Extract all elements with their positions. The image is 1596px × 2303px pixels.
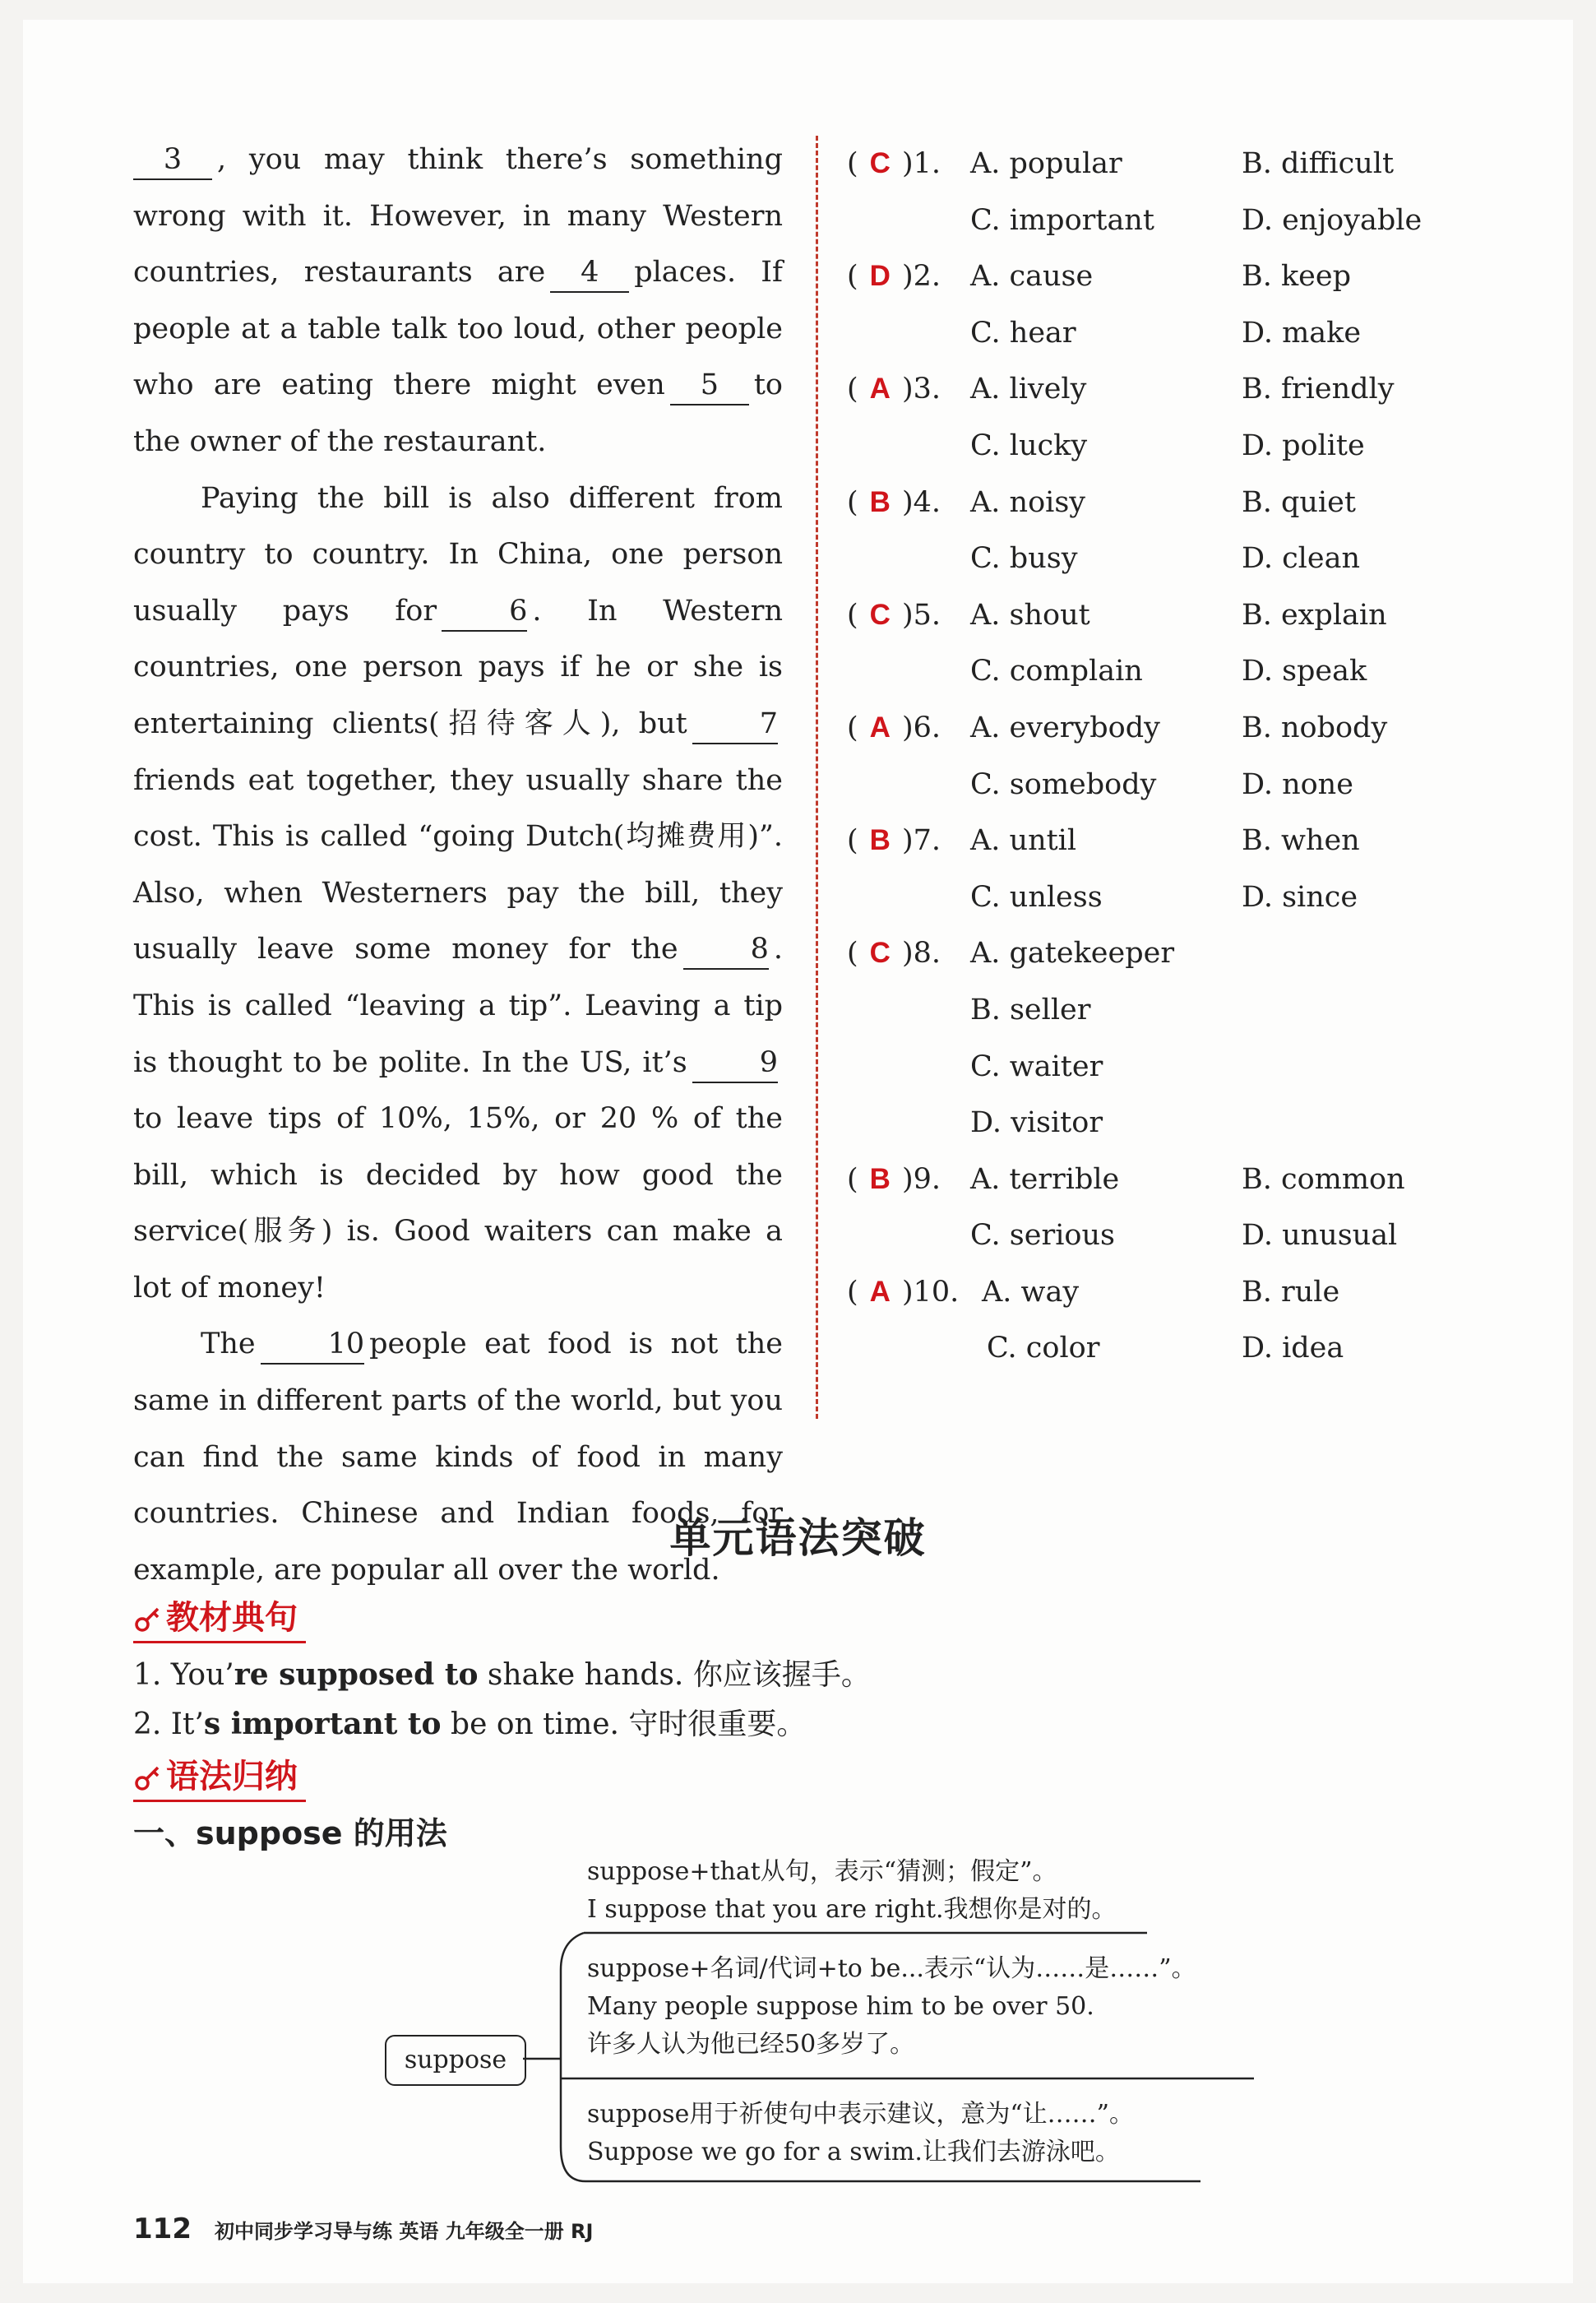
book-title: 初中同步学习导与练 英语 九年级全一册 RJ bbox=[214, 2220, 594, 2243]
option-a: A. noisy bbox=[970, 485, 1086, 519]
blank-5: 5 bbox=[670, 366, 749, 405]
option-c: C. lucky bbox=[970, 429, 1088, 462]
answer-letter: C bbox=[869, 147, 891, 179]
option-d: D. visitor bbox=[970, 1106, 1103, 1140]
branch-2: suppose+名词/代词+to be...表示“认为……是……”。 Many people suppose him to be over 50. 许多人认为他已经50多岁了。 bbox=[587, 1954, 1196, 2059]
option-a: A. popular bbox=[970, 147, 1122, 180]
answer-letter: B bbox=[869, 824, 891, 857]
question-number: 6. bbox=[913, 711, 941, 744]
question-number: 4. bbox=[913, 485, 941, 519]
paragraph-1: 3 , you may think there’s something wrong with it. However, in many Western countries, restaurants are 4 places. If people at a table talk too loud, other people who are eating there might even 5 to the owner of the restaurant. bbox=[133, 132, 783, 470]
answer-bracket: ( A )10. bbox=[847, 1275, 960, 1309]
example-sentence-2: 2. It’s important to be on time. 守时很重要。 bbox=[133, 1707, 807, 1741]
option-d: D. polite bbox=[1242, 429, 1365, 462]
option-c: C. waiter bbox=[970, 1050, 1103, 1083]
option-b: B. rule bbox=[1242, 1275, 1340, 1309]
option-c: C. important bbox=[970, 203, 1154, 237]
option-b: B. friendly bbox=[1242, 373, 1395, 406]
option-a: A. way bbox=[982, 1275, 1080, 1309]
answer-letter: A bbox=[869, 711, 891, 744]
question-number: 1. bbox=[913, 147, 941, 180]
question-number: 2. bbox=[913, 260, 941, 294]
option-b: B. explain bbox=[1242, 598, 1387, 632]
question-number: 7. bbox=[913, 824, 941, 858]
question-number: 8. bbox=[913, 937, 941, 971]
option-c: C. hear bbox=[970, 316, 1076, 350]
answer-letter: C bbox=[869, 598, 891, 631]
option-d: D. idea bbox=[1242, 1332, 1344, 1365]
question-number: 3. bbox=[913, 373, 941, 406]
blank-8: 8 bbox=[683, 930, 769, 970]
question-number: 9. bbox=[913, 1162, 941, 1196]
answer-bracket: ( A )3. bbox=[847, 373, 941, 406]
option-a: A. everybody bbox=[970, 711, 1160, 744]
example-sentence-1: 1. You’re supposed to shake hands. 你应该握手。 bbox=[133, 1657, 871, 1692]
option-d: D. enjoyable bbox=[1242, 203, 1423, 237]
blank-9: 9 bbox=[692, 1044, 778, 1083]
option-d: D. speak bbox=[1242, 655, 1367, 688]
answer-bracket: ( B )4. bbox=[847, 485, 941, 519]
option-b: B. when bbox=[1242, 824, 1360, 858]
answer-bracket: ( A )6. bbox=[847, 711, 941, 744]
paragraph-2: Paying the bill is also different from country to country. In China, one person usually pays for 6 . In Western countries, one person pays if he or she is entertaining clients(招待客人), but 7friends eat together, they usually share the cost. This is called “going Dutch(均摊费用)”. Also, when Westerners pay the bill, they usually leave some money for the 8 . This is called “leaving a tip”. Leaving a tip is thought to be polite. In the US, it’s 9to leave tips of 10%, 15%, or 20 % of the bill, which is decided by how good the service(服务) is. Good waiters can make a lot of money! bbox=[133, 481, 783, 1304]
section-title: 单元语法突破 bbox=[669, 1514, 927, 1562]
option-d: D. since bbox=[1242, 880, 1358, 914]
option-b: B. quiet bbox=[1242, 485, 1356, 519]
blank-3: 3 bbox=[133, 141, 212, 180]
option-a: A. shout bbox=[970, 598, 1090, 632]
option-a: A. terrible bbox=[970, 1162, 1120, 1196]
option-c: C. busy bbox=[970, 542, 1078, 576]
branch-1: suppose+that从句，表示“猜测；假定”。 I suppose that you are right.我想你是对的。 bbox=[587, 1857, 1117, 1924]
answer-letter: C bbox=[869, 937, 891, 970]
option-d: D. make bbox=[1242, 316, 1362, 350]
paragraph-3: The 10 people eat food is not the same in different parts of the world, but you can find the same kinds of food in many countries. Chinese and Indian foods, for example, are popular all over the world. bbox=[133, 1316, 783, 1598]
answer-letter: D bbox=[869, 260, 891, 293]
option-c: C. color bbox=[987, 1332, 1100, 1365]
option-b: B. seller bbox=[970, 993, 1091, 1026]
question-number: 5. bbox=[913, 598, 941, 632]
textbook-sentences-heading: 教材典句 bbox=[133, 1592, 298, 1638]
branch-3: suppose用于祈使句中表示建议，意为“让……”。 Suppose we go for a swim.让我们去游泳吧。 bbox=[587, 2100, 1135, 2166]
answer-bracket: ( B )7. bbox=[847, 824, 941, 858]
blank-7: 7 bbox=[692, 705, 778, 744]
answer-bracket: ( C )8. bbox=[847, 937, 941, 971]
option-c: C. somebody bbox=[970, 767, 1157, 801]
option-c: C. serious bbox=[970, 1219, 1115, 1253]
option-c: C. unless bbox=[970, 880, 1103, 914]
page-number: 112 bbox=[133, 2213, 192, 2245]
answer-letter: B bbox=[869, 485, 891, 518]
option-d: D. clean bbox=[1242, 542, 1360, 576]
page-footer bbox=[133, 2213, 593, 2245]
answer-bracket: ( C )5. bbox=[847, 598, 941, 632]
suppose-node: suppose bbox=[385, 2035, 526, 2086]
option-a: A. until bbox=[970, 824, 1077, 858]
option-a: A. lively bbox=[970, 373, 1087, 406]
grammar-summary-heading: 语法归纳 bbox=[133, 1750, 298, 1797]
option-d: D. none bbox=[1242, 767, 1353, 801]
answer-letter: B bbox=[869, 1162, 891, 1195]
answer-bracket: ( D )2. bbox=[847, 260, 941, 294]
option-b: B. keep bbox=[1242, 260, 1352, 294]
grammar-point-heading: 一、suppose 的用法 bbox=[133, 1815, 447, 1851]
blank-6: 6 bbox=[442, 592, 527, 632]
question-number: 10. bbox=[913, 1275, 960, 1309]
option-a: A. gatekeeper bbox=[970, 937, 1175, 971]
option-b: B. common bbox=[1242, 1162, 1405, 1196]
answer-bracket: ( B )9. bbox=[847, 1162, 941, 1196]
option-d: D. unusual bbox=[1242, 1219, 1398, 1253]
answer-bracket: ( C )1. bbox=[847, 147, 941, 180]
blank-10: 10 bbox=[261, 1325, 365, 1365]
blank-4: 4 bbox=[550, 253, 629, 293]
option-b: B. difficult bbox=[1242, 147, 1395, 180]
option-c: C. complain bbox=[970, 655, 1143, 688]
option-b: B. nobody bbox=[1242, 711, 1388, 744]
option-a: A. cause bbox=[970, 260, 1094, 294]
answer-letter: A bbox=[869, 1275, 891, 1308]
answer-letter: A bbox=[869, 373, 891, 405]
